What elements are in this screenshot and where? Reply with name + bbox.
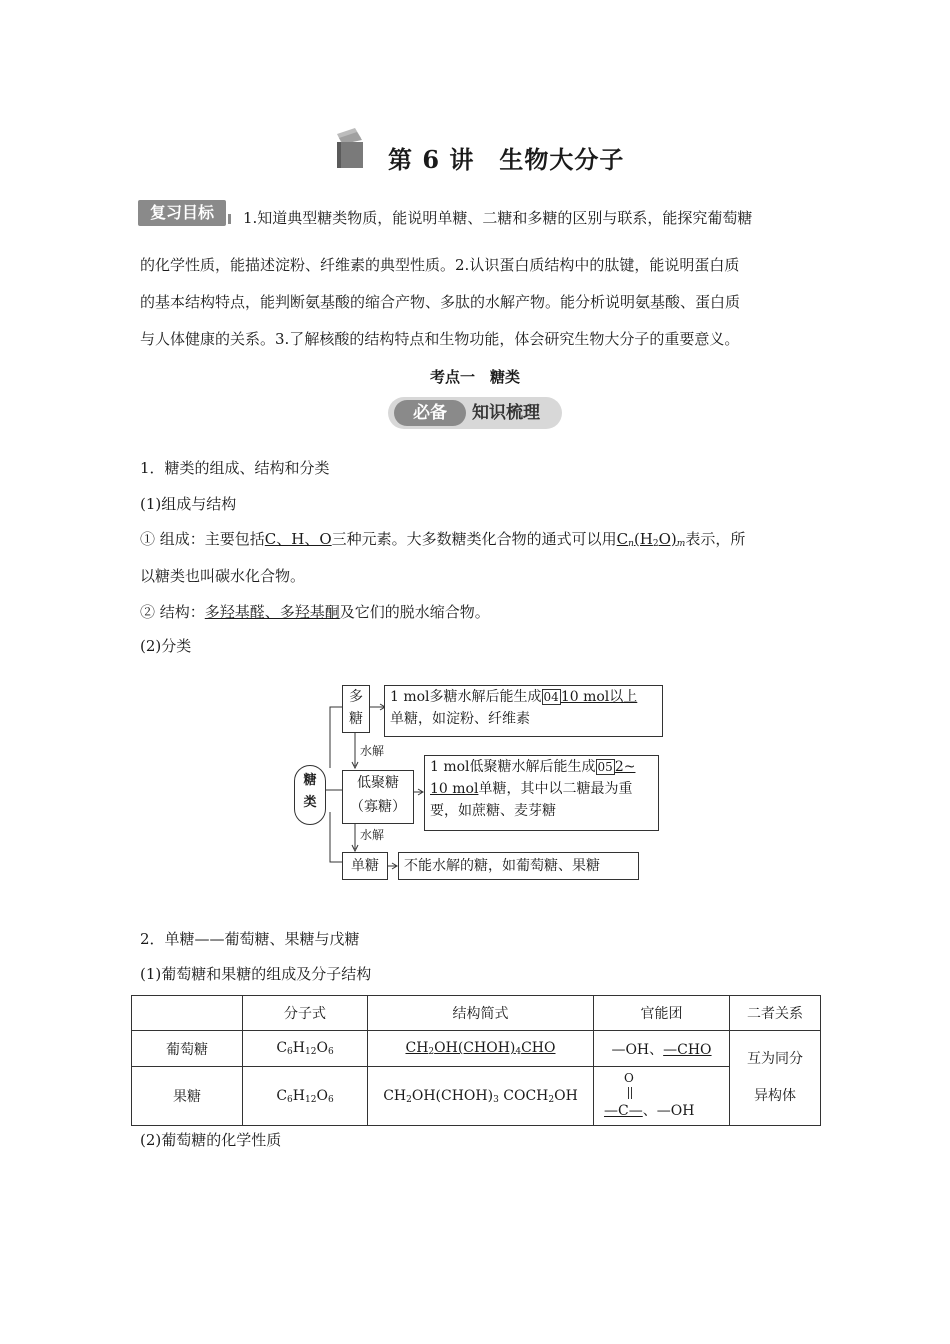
fructose-groups [594,1067,730,1126]
root-label: 糖类 [303,773,317,810]
item2-text-b: 及它们的脱水缩合物。 [339,603,490,621]
carbonyl-o: O [624,1071,634,1085]
carbonyl-double-bond [628,1087,632,1099]
monosaccharide-table [131,995,821,1126]
oligo-num: 05 [597,760,613,774]
oligo-desc-a: 1 mol低聚糖水解后能生成 [430,759,596,775]
glucose-groups [594,1031,730,1067]
oligo-answer-a: 2~ [614,759,636,775]
oligo-box [342,770,414,824]
formula-m: m [676,539,686,549]
header-cell-0 [132,996,243,1031]
page-title: 第 6 讲 生物大分子 [388,145,625,174]
header-cell-2: 结构简式 [368,996,594,1031]
hydrolysis-label-2: 水解 [360,828,385,842]
item2-text-a: ② 结构： [140,603,205,621]
item1-answer: C、H、O [264,530,332,548]
review-line-3: 的基本结构特点，能判断氨基酸的缩合产物、多肽的水解产物。能分析说明氨基酸、蛋白质 [140,293,741,311]
oligo-desc-box [424,755,659,831]
table-header-row [132,996,821,1031]
book-icon [333,128,365,168]
pill-left: 必备 [394,400,466,426]
poly-answer: 10 mol以上 [560,689,638,705]
mono-box: 单糖 [342,852,388,880]
s1-item1 [140,529,745,554]
item1-text-c: 表示，所 [685,530,746,548]
badge-marker [228,214,231,224]
formula-2: 2 [652,539,659,549]
oligo-desc-d: 单糖，其中以二糖最为重 [478,781,633,797]
glucose-name: 葡萄糖 [132,1031,243,1067]
review-line-1: 1.知道典型糖类物质，能说明单糖、二糖和多糖的区别与联系，能探究葡萄糖 [243,209,753,227]
general-formula [617,530,686,548]
poly-box: 多糖 [342,685,370,733]
poly-desc-c: 单糖，如淀粉、纤维素 [390,711,530,727]
oligo-desc-e: 要，如蔗糖、麦芽糖 [430,803,556,819]
header-cell-3: 官能团 [594,996,730,1031]
pill-right: 知识梳理 [472,403,540,423]
review-line-2: 的化学性质，能描述淀粉、纤维素的典型性质。2.认识蛋白质结构中的肽键，能说明蛋白质 [140,256,740,274]
table-row-fructose [132,1067,821,1126]
formula-n: n [628,539,634,549]
section-heading: 考点一 糖类 [429,368,520,386]
relation-2: 异构体 [754,1088,796,1104]
poly-desc-box [384,685,663,737]
s1-sub1: (1)组成与结构 [140,495,237,513]
title-row [0,128,950,180]
oligo-label-2: （寡糖） [350,799,406,815]
poly-desc-a: 1 mol多糖水解后能生成 [390,689,542,705]
formula-c: C [616,530,629,548]
relation-1: 互为同分 [747,1051,803,1067]
fructose-structure: $CH_2OH(CHOH)_3$ $COCH_2OH$ [368,1067,594,1126]
hydrolysis-label-1: 水解 [360,744,385,758]
header-cell-4: 二者关系 [730,996,821,1031]
s1-item2 [140,602,490,622]
item1-text-b: 三种元素。大多数糖类化合物的通式可以用 [331,530,617,548]
fructose-formula: $C_6H_{12}O_6$ [243,1067,368,1126]
diagram-root [294,765,326,825]
review-badge: 复习目标 [138,200,226,226]
item2-answer: 多羟基醛、多羟基酮 [204,603,340,621]
s2-sub1: (1)葡萄糖和果糖的组成及分子结构 [140,965,372,983]
glucose-group-b: —CHO [663,1041,712,1058]
fructose-group-tail: 、—OH [642,1103,695,1119]
s2-sub2: (2)葡萄糖的化学性质 [140,1131,282,1149]
glucose-group-a: —OH、 [611,1041,664,1058]
glucose-structure: $CH_2OH(CHOH)_4CHO$ [368,1031,594,1067]
s1-heading: 1．糖类的组成、结构和分类 [140,459,330,477]
table-row-glucose [132,1031,821,1067]
knowledge-pill [388,397,562,429]
mono-desc-box: 不能水解的糖，如葡萄糖、果糖 [398,852,639,880]
glucose-formula: $C_6H_{12}O_6$ [243,1031,368,1067]
formula-h: (H [633,530,653,548]
formula-o: O) [658,530,677,548]
s2-heading: 2．单糖——葡萄糖、果糖与戊糖 [140,930,360,948]
fructose-name: 果糖 [132,1067,243,1126]
poly-num: 04 [543,690,559,704]
header-cell-1: 分子式 [243,996,368,1031]
review-line-4: 与人体健康的关系。3.了解核酸的结构特点和生物功能，体会研究生物大分子的重要意义。 [140,330,740,348]
oligo-answer-b: 10 mol [430,781,479,797]
relation-cell [730,1031,821,1126]
oligo-label-1: 低聚糖 [357,775,399,791]
carbonyl-c: —C— [604,1103,643,1119]
item1-text-a: ① 组成：主要包括 [140,530,265,548]
s1-sub2: (2)分类 [140,637,192,655]
s1-item1-cont: 以糖类也叫碳水化合物。 [140,567,306,585]
